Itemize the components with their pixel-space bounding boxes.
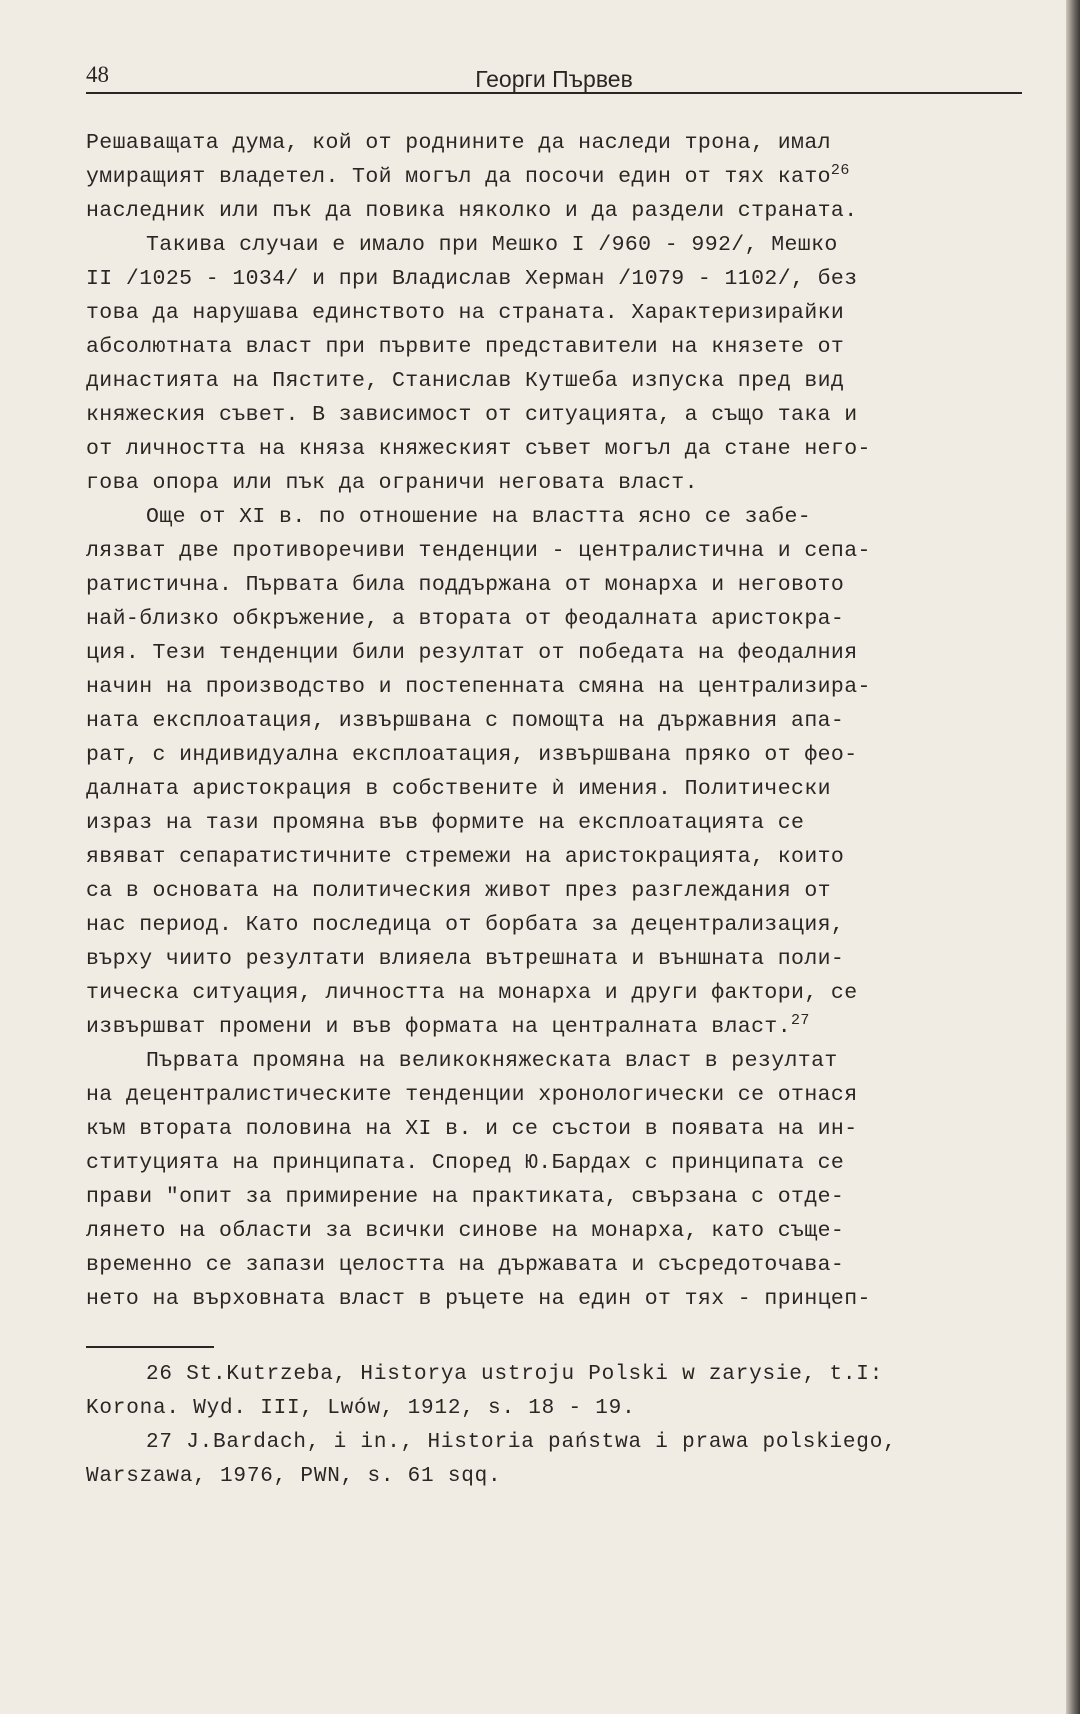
footnote-line xyxy=(86,1392,1022,1426)
footnote-line-text: Korona. Wyd. III, Lwów, 1912, s. 18 - 19. xyxy=(86,1397,636,1420)
body-line-text: начин на производство и постепенната смяна на централизира- xyxy=(86,675,871,699)
body-line-text: върху чиито резултати влияела вътрешната и външната поли- xyxy=(86,947,845,971)
body-line-text: най-близко обкръжение, а втората от феодалната аристокра- xyxy=(86,607,845,631)
body-line xyxy=(86,670,1022,704)
body-line-text: нас период. Като последица от борбата за децентрализация, xyxy=(86,913,845,937)
body-line xyxy=(86,1214,1022,1248)
body-line xyxy=(86,1078,1022,1112)
body-line xyxy=(86,1146,1022,1180)
body-line xyxy=(86,194,1022,228)
footnote-marker: 27 xyxy=(791,1012,810,1029)
body-line-text: абсолютната власт при първите представители на князете от xyxy=(86,335,845,359)
body-line xyxy=(86,942,1022,976)
body-line-text: лянето на области за всички синове на монарха, като същe- xyxy=(86,1219,845,1243)
body-line-text: израз на тази промяна във формите на експлоатацията се xyxy=(86,811,805,835)
body-line xyxy=(86,806,1022,840)
body-line xyxy=(86,432,1022,466)
body-line xyxy=(86,296,1022,330)
body-line-text: ратистична. Първата била поддържана от монарха и неговото xyxy=(86,573,845,597)
body-line-text: II /1025 - 1034/ и при Владислав Херман /1079 - 1102/, без xyxy=(86,267,858,291)
body-line xyxy=(86,1010,1022,1044)
footnote-line xyxy=(86,1358,1022,1392)
body-line xyxy=(86,874,1022,908)
page-number: 48 xyxy=(86,62,109,87)
body-line-text: към втората половина на XI в. и се състои в появата на ин- xyxy=(86,1117,858,1141)
footnote-line-text: Warszawa, 1976, PWN, s. 61 sqq. xyxy=(86,1465,502,1488)
footnotes xyxy=(86,1358,1022,1494)
body-line-text: княжеския съвет. В зависимост от ситуацията, а също така и xyxy=(86,403,858,427)
body-line-text: лязват две противоречиви тенденции - централистична и сепа- xyxy=(86,539,871,563)
body-line-text: умиращият владетел. Той могъл да посочи един от тях като xyxy=(86,165,831,189)
footnote-line-text: 27 J.Bardach, i in., Historia państwa i prawa polskiego, xyxy=(146,1431,897,1454)
body-line xyxy=(86,772,1022,806)
body-line xyxy=(86,160,1022,194)
footnote-line xyxy=(86,1460,1022,1494)
body-line xyxy=(86,1044,1022,1078)
body-line xyxy=(86,840,1022,874)
body-line xyxy=(86,330,1022,364)
body-line xyxy=(86,1282,1022,1316)
body-line-text: Още от XI в. по отношение на властта ясно се забе- xyxy=(146,505,812,529)
running-title: Георги Първев xyxy=(475,66,633,92)
body-line-text: Първата промяна на великокняжеската власт в резултат xyxy=(146,1049,838,1073)
body-line xyxy=(86,704,1022,738)
body-text xyxy=(86,126,1022,1316)
body-line xyxy=(86,466,1022,500)
body-line-text: нето на върховната власт в ръцете на един от тях - принцеп- xyxy=(86,1287,871,1311)
body-line xyxy=(86,1112,1022,1146)
footnote-line xyxy=(86,1426,1022,1460)
page-header xyxy=(86,58,1022,94)
body-line xyxy=(86,500,1022,534)
body-line xyxy=(86,738,1022,772)
body-line xyxy=(86,636,1022,670)
body-line-text: наследник или пък да повика няколко и да раздели страната. xyxy=(86,199,858,223)
footnote-rule xyxy=(86,1346,214,1348)
body-line xyxy=(86,568,1022,602)
body-line-text: ституцията на принципата. Според Ю.Бардах с принципата се xyxy=(86,1151,845,1175)
body-line-text: династията на Пястите, Станислав Кутшеба изпуска пред вид xyxy=(86,369,845,393)
body-line-text: от личността на княза княжеският съвет могъл да стане него- xyxy=(86,437,871,461)
body-line xyxy=(86,364,1022,398)
body-line-text: гова опора или пък да ограничи неговата власт. xyxy=(86,471,698,495)
body-line xyxy=(86,1248,1022,1282)
body-line-text: на децентралистическите тенденции хронологически се отнася xyxy=(86,1083,858,1107)
body-line xyxy=(86,262,1022,296)
body-line-text: това да нарушава единството на страната. Характеризирайки xyxy=(86,301,845,325)
body-line-text: рат, с индивидуална експлоатация, извършвана пряко от фео- xyxy=(86,743,858,767)
body-line xyxy=(86,908,1022,942)
body-line xyxy=(86,126,1022,160)
body-line-text: Решаващата дума, кой от роднините да наследи трона, имал xyxy=(86,131,831,155)
page-edge-shadow xyxy=(1066,0,1080,1714)
body-line-text: далната аристокрация в собствените ѝ имения. Политически xyxy=(86,777,831,801)
body-line xyxy=(86,534,1022,568)
body-line-text: ната експлоатация, извършвана с помощта на държавния апа- xyxy=(86,709,845,733)
body-line-text: явяват сепаратистичните стремежи на аристокрацията, които xyxy=(86,845,845,869)
body-line-text: тическа ситуация, личността на монарха и други фактори, се xyxy=(86,981,858,1005)
body-line-text: временно се запази целостта на държавата и съсредоточава- xyxy=(86,1253,845,1277)
body-line-text: Такива случаи е имало при Мешко I /960 - 992/, Мешко xyxy=(146,233,838,257)
body-line xyxy=(86,398,1022,432)
body-line xyxy=(86,602,1022,636)
footnote-line-text: 26 St.Kutrzeba, Historya ustroju Polski w zarysie, t.I: xyxy=(146,1363,884,1386)
body-line xyxy=(86,228,1022,262)
body-line xyxy=(86,976,1022,1010)
body-line-text: са в основата на политическия живот през разглеждания от xyxy=(86,879,831,903)
body-line xyxy=(86,1180,1022,1214)
body-line-text: извършват промени и във формата на централната власт. xyxy=(86,1015,792,1039)
footnote-marker: 26 xyxy=(830,162,850,179)
body-line-text: прави "опит за примирение на практиката, свързана с отде- xyxy=(86,1185,845,1209)
body-line-text: ция. Тези тенденции били резултат от победата на феодалния xyxy=(86,641,858,665)
